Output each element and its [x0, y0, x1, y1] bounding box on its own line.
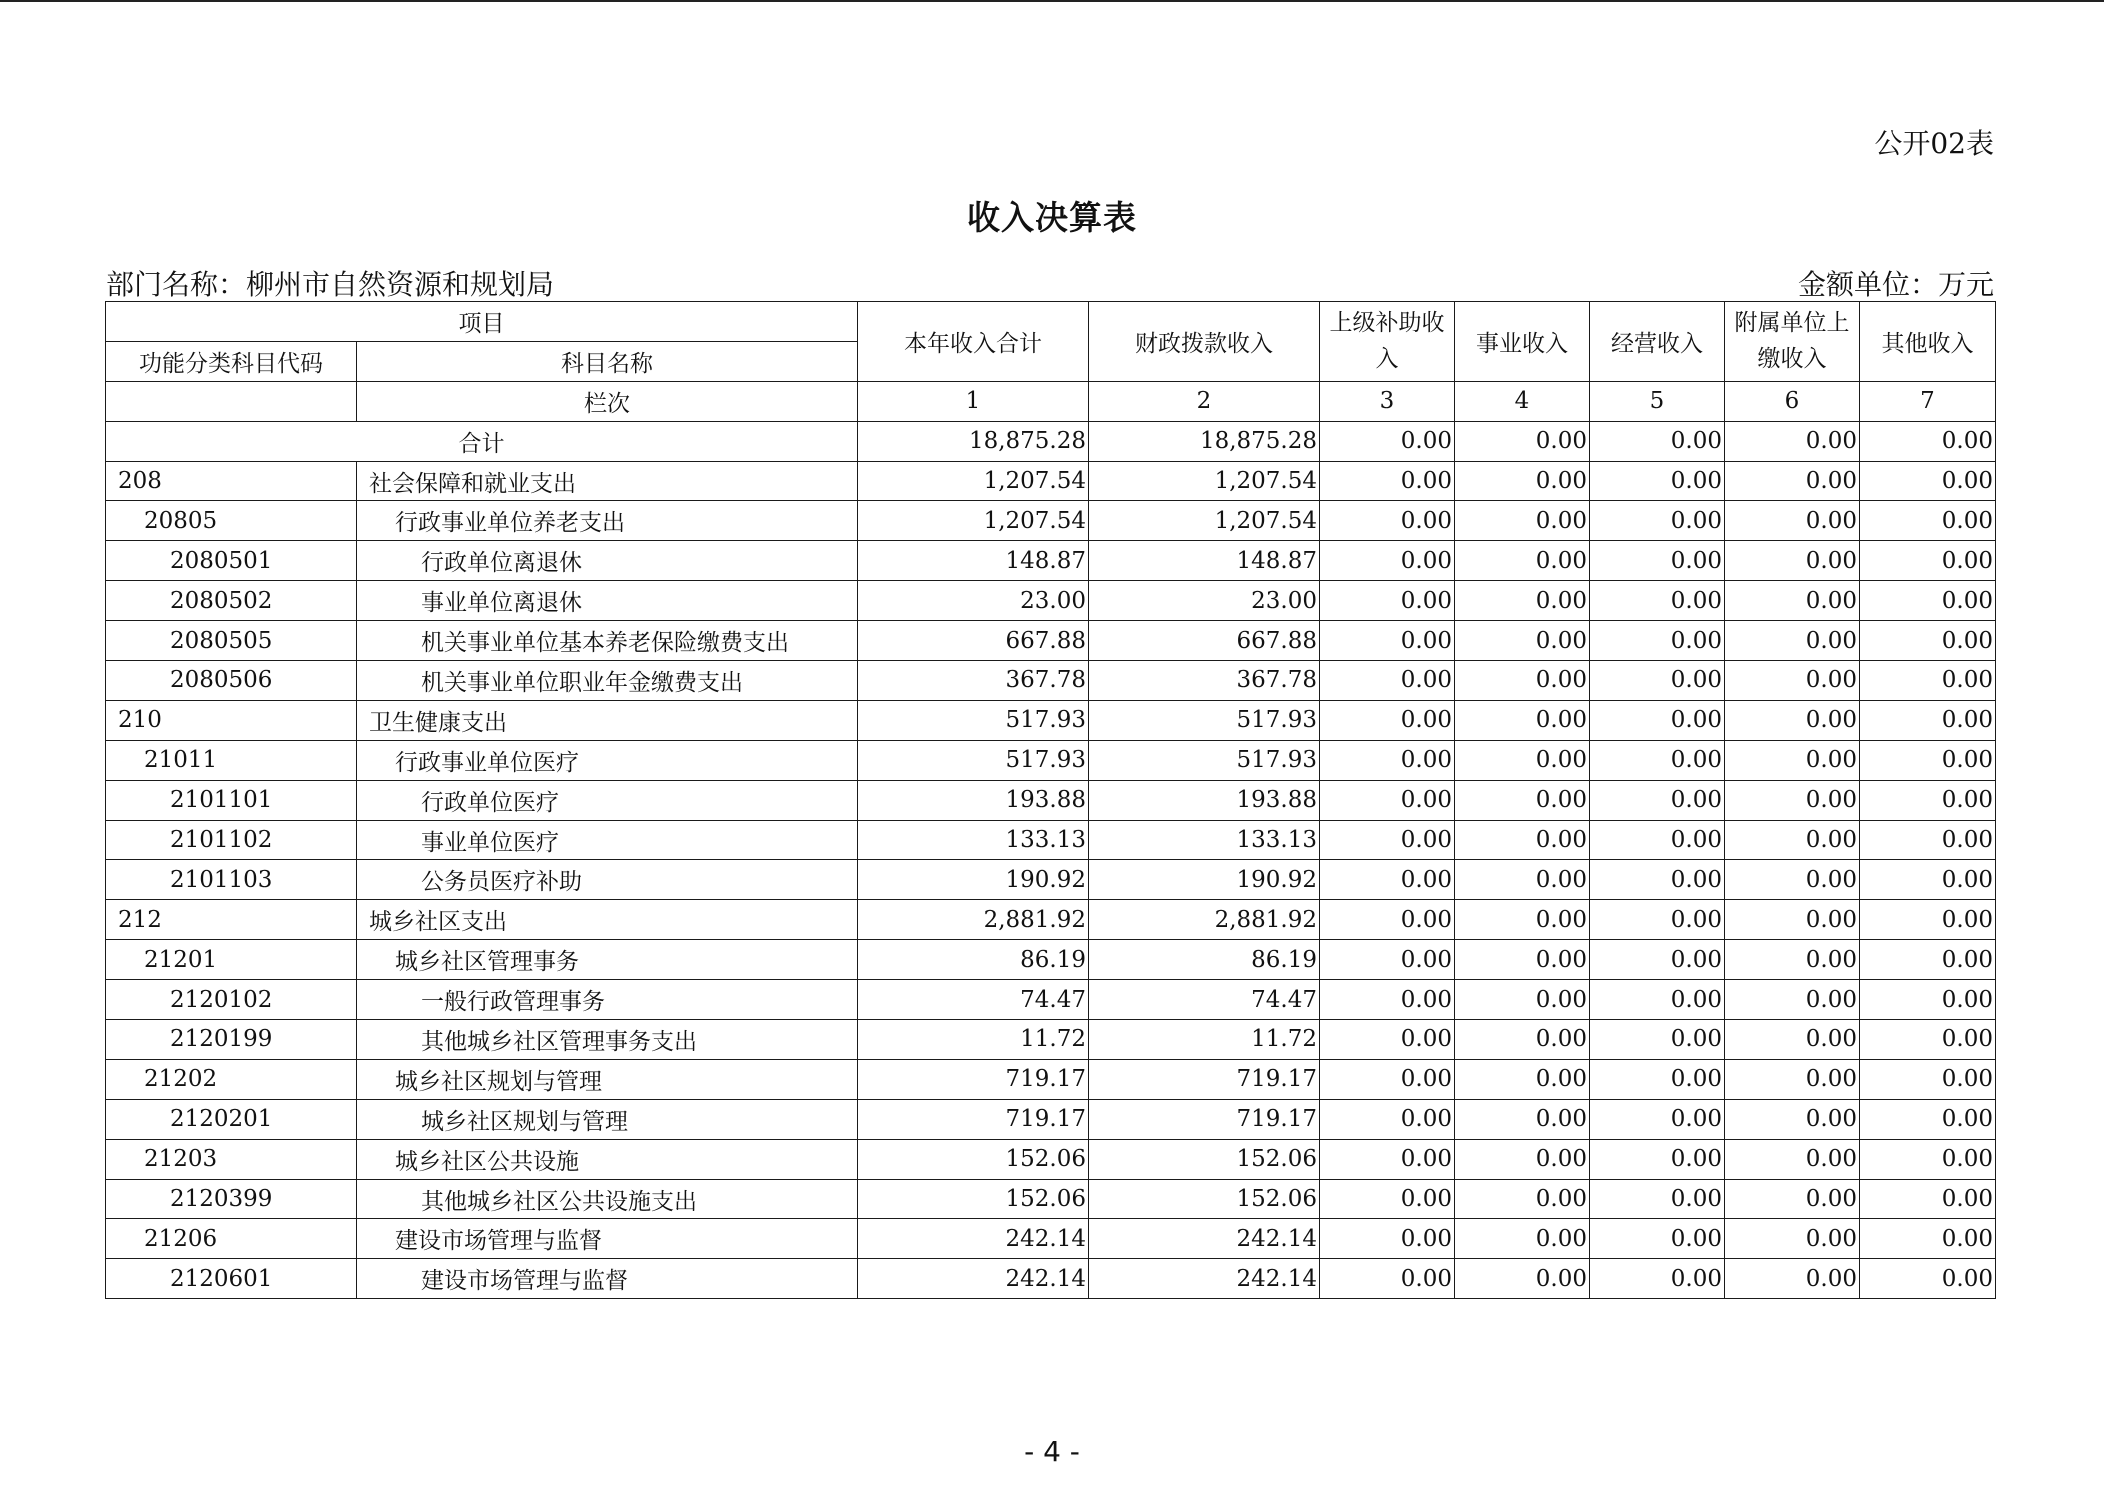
- amount-cell: 242.14: [1089, 1259, 1320, 1299]
- amount-cell: 0.00: [1860, 581, 1996, 621]
- amount-cell: 0.00: [1590, 1259, 1725, 1299]
- amount-cell: 0.00: [1860, 1020, 1996, 1060]
- amount-cell: 0.00: [1725, 980, 1860, 1020]
- amount-cell: 0.00: [1860, 900, 1996, 940]
- table-row: [106, 1259, 1996, 1299]
- amount-cell: 0.00: [1590, 820, 1725, 860]
- top-border-line: [0, 0, 2104, 2]
- amount-cell: 0.00: [1860, 860, 1996, 900]
- amount-cell: 0.00: [1320, 621, 1455, 661]
- amount-cell: 517.93: [1089, 700, 1320, 740]
- amount-cell: 0.00: [1455, 1020, 1590, 1060]
- amount-cell: 0.00: [1455, 461, 1590, 501]
- subject-code: 20805: [106, 501, 357, 541]
- amount-cell: 0.00: [1320, 700, 1455, 740]
- table-row: [106, 700, 1996, 740]
- amount-cell: 667.88: [1089, 621, 1320, 661]
- amount-cell: 0.00: [1860, 780, 1996, 820]
- amount-cell: 0.00: [1590, 740, 1725, 780]
- amount-cell: 0.00: [1590, 1139, 1725, 1179]
- amount-cell: 0.00: [1590, 900, 1725, 940]
- subject-code: 208: [106, 461, 357, 501]
- subject-name: 机关事业单位职业年金缴费支出: [357, 661, 858, 701]
- amount-cell: 193.88: [1089, 780, 1320, 820]
- amount-cell: 86.19: [1089, 940, 1320, 980]
- amount-cell: 0.00: [1455, 1099, 1590, 1139]
- amount-cell: 0.00: [1725, 700, 1860, 740]
- column-index-row: [106, 381, 1996, 421]
- subject-code: 21203: [106, 1139, 357, 1179]
- total-value: 0.00: [1455, 421, 1590, 461]
- amount-cell: 0.00: [1320, 820, 1455, 860]
- amount-cell: 0.00: [1590, 1179, 1725, 1219]
- table-row: [106, 740, 1996, 780]
- amount-cell: 0.00: [1320, 1179, 1455, 1219]
- amount-cell: 0.00: [1590, 501, 1725, 541]
- table-row: [106, 581, 1996, 621]
- amount-cell: 0.00: [1455, 900, 1590, 940]
- amount-cell: 0.00: [1590, 860, 1725, 900]
- subject-code: 2120102: [106, 980, 357, 1020]
- amount-cell: 1,207.54: [1089, 501, 1320, 541]
- amount-cell: 148.87: [858, 541, 1089, 581]
- amount-cell: 0.00: [1320, 1059, 1455, 1099]
- amount-cell: 190.92: [1089, 860, 1320, 900]
- amount-cell: 0.00: [1725, 780, 1860, 820]
- subject-name: 行政单位离退休: [357, 541, 858, 581]
- amount-cell: 86.19: [858, 940, 1089, 980]
- header-business: 事业收入: [1455, 302, 1590, 382]
- subject-name: 机关事业单位基本养老保险缴费支出: [357, 621, 858, 661]
- amount-cell: 0.00: [1320, 541, 1455, 581]
- amount-cell: 0.00: [1455, 1059, 1590, 1099]
- amount-cell: 74.47: [1089, 980, 1320, 1020]
- amount-cell: 0.00: [1725, 461, 1860, 501]
- amount-cell: 0.00: [1860, 1099, 1996, 1139]
- table-row: [106, 1099, 1996, 1139]
- amount-cell: 0.00: [1860, 501, 1996, 541]
- amount-cell: 0.00: [1455, 940, 1590, 980]
- amount-cell: 0.00: [1320, 780, 1455, 820]
- amount-cell: 0.00: [1320, 661, 1455, 701]
- header-other: 其他收入: [1860, 302, 1996, 382]
- amount-cell: 133.13: [1089, 820, 1320, 860]
- amount-cell: 0.00: [1725, 1139, 1860, 1179]
- amount-cell: 0.00: [1860, 1139, 1996, 1179]
- column-number: 5: [1590, 381, 1725, 421]
- header-superior: 上级补助收 入: [1320, 302, 1455, 382]
- amount-cell: 0.00: [1320, 740, 1455, 780]
- amount-cell: 0.00: [1725, 900, 1860, 940]
- amount-cell: 0.00: [1590, 661, 1725, 701]
- amount-cell: 23.00: [858, 581, 1089, 621]
- amount-cell: 0.00: [1320, 1099, 1455, 1139]
- amount-cell: 0.00: [1320, 980, 1455, 1020]
- amount-cell: 0.00: [1590, 1059, 1725, 1099]
- amount-cell: 0.00: [1860, 820, 1996, 860]
- table-row: [106, 1179, 1996, 1219]
- total-row: [106, 421, 1996, 461]
- amount-cell: 1,207.54: [858, 501, 1089, 541]
- table-row: [106, 621, 1996, 661]
- amount-cell: 0.00: [1860, 700, 1996, 740]
- table-row: [106, 900, 1996, 940]
- subject-code: 21206: [106, 1219, 357, 1259]
- amount-cell: 0.00: [1590, 940, 1725, 980]
- amount-cell: 0.00: [1725, 541, 1860, 581]
- table-row: [106, 1139, 1996, 1179]
- amount-cell: 0.00: [1860, 621, 1996, 661]
- page-title: 收入决算表: [967, 198, 1137, 237]
- header-fiscal: 财政拨款收入: [1089, 302, 1320, 382]
- header-operating: 经营收入: [1590, 302, 1725, 382]
- amount-cell: 0.00: [1590, 621, 1725, 661]
- amount-cell: 0.00: [1590, 541, 1725, 581]
- subject-code: 21202: [106, 1059, 357, 1099]
- subject-name: 行政单位医疗: [357, 780, 858, 820]
- amount-cell: 152.06: [858, 1179, 1089, 1219]
- amount-cell: 0.00: [1455, 1259, 1590, 1299]
- subject-name: 事业单位离退休: [357, 581, 858, 621]
- subject-code: 2120399: [106, 1179, 357, 1219]
- table-row: [106, 541, 1996, 581]
- amount-cell: 0.00: [1455, 780, 1590, 820]
- subject-name: 其他城乡社区公共设施支出: [357, 1179, 858, 1219]
- amount-cell: 0.00: [1860, 1179, 1996, 1219]
- amount-cell: 0.00: [1455, 621, 1590, 661]
- subject-name: 行政事业单位医疗: [357, 740, 858, 780]
- income-report-table: [105, 301, 1996, 1299]
- amount-cell: 0.00: [1320, 501, 1455, 541]
- page-number: - 4 -: [1024, 1435, 1080, 1468]
- subject-code: 2101102: [106, 820, 357, 860]
- amount-cell: 0.00: [1860, 940, 1996, 980]
- subject-code: 2080506: [106, 661, 357, 701]
- table-row: [106, 780, 1996, 820]
- amount-cell: 0.00: [1725, 1219, 1860, 1259]
- total-value: 18,875.28: [1089, 421, 1320, 461]
- total-value: 0.00: [1860, 421, 1996, 461]
- table-row: [106, 1020, 1996, 1060]
- amount-cell: 0.00: [1860, 1059, 1996, 1099]
- header-name: 科目名称: [357, 341, 858, 381]
- amount-cell: 0.00: [1455, 740, 1590, 780]
- department-name: 部门名称：柳州市自然资源和规划局: [106, 268, 555, 301]
- amount-cell: 193.88: [858, 780, 1089, 820]
- amount-cell: 0.00: [1455, 980, 1590, 1020]
- amount-cell: 0.00: [1455, 860, 1590, 900]
- amount-cell: 0.00: [1860, 461, 1996, 501]
- subject-code: 2080502: [106, 581, 357, 621]
- amount-cell: 74.47: [858, 980, 1089, 1020]
- amount-cell: 0.00: [1320, 1259, 1455, 1299]
- amount-cell: 517.93: [858, 740, 1089, 780]
- amount-cell: 0.00: [1320, 1139, 1455, 1179]
- amount-cell: 0.00: [1725, 621, 1860, 661]
- subject-name: 城乡社区规划与管理: [357, 1099, 858, 1139]
- subject-code: 2120199: [106, 1020, 357, 1060]
- amount-cell: 190.92: [858, 860, 1089, 900]
- amount-cell: 11.72: [858, 1020, 1089, 1060]
- total-value: 0.00: [1320, 421, 1455, 461]
- amount-cell: 0.00: [1725, 661, 1860, 701]
- table-row: [106, 461, 1996, 501]
- amount-cell: 0.00: [1590, 980, 1725, 1020]
- amount-cell: 242.14: [858, 1259, 1089, 1299]
- subject-name: 建设市场管理与监督: [357, 1259, 858, 1299]
- amount-cell: 0.00: [1725, 501, 1860, 541]
- amount-cell: 719.17: [1089, 1099, 1320, 1139]
- amount-cell: 0.00: [1725, 1020, 1860, 1060]
- subject-name: 城乡社区公共设施: [357, 1139, 858, 1179]
- header-total-income: 本年收入合计: [858, 302, 1089, 382]
- amount-cell: 0.00: [1725, 1099, 1860, 1139]
- amount-cell: 0.00: [1860, 1219, 1996, 1259]
- column-index-label: 栏次: [357, 381, 858, 421]
- amount-cell: 2,881.92: [1089, 900, 1320, 940]
- amount-cell: 1,207.54: [1089, 461, 1320, 501]
- amount-cell: 0.00: [1320, 940, 1455, 980]
- subject-code: 21201: [106, 940, 357, 980]
- amount-cell: 0.00: [1725, 1179, 1860, 1219]
- total-value: 0.00: [1725, 421, 1860, 461]
- amount-cell: 0.00: [1455, 1179, 1590, 1219]
- amount-unit: 金额单位：万元: [1797, 268, 1994, 301]
- amount-cell: 667.88: [858, 621, 1089, 661]
- amount-cell: 0.00: [1455, 581, 1590, 621]
- amount-cell: 242.14: [858, 1219, 1089, 1259]
- amount-cell: 0.00: [1455, 501, 1590, 541]
- table-row: [106, 1219, 1996, 1259]
- amount-cell: 0.00: [1590, 780, 1725, 820]
- amount-cell: 0.00: [1860, 1259, 1996, 1299]
- subject-name: 一般行政管理事务: [357, 980, 858, 1020]
- amount-cell: 133.13: [858, 820, 1089, 860]
- total-value: 0.00: [1590, 421, 1725, 461]
- amount-cell: 0.00: [1590, 1099, 1725, 1139]
- amount-cell: 0.00: [1320, 1219, 1455, 1259]
- amount-cell: 0.00: [1725, 860, 1860, 900]
- amount-cell: 0.00: [1725, 581, 1860, 621]
- subject-name: 城乡社区规划与管理: [357, 1059, 858, 1099]
- amount-cell: 517.93: [858, 700, 1089, 740]
- amount-cell: 1,207.54: [858, 461, 1089, 501]
- amount-cell: 0.00: [1590, 700, 1725, 740]
- amount-cell: 152.06: [1089, 1179, 1320, 1219]
- subject-name: 建设市场管理与监督: [357, 1219, 858, 1259]
- total-value: 18,875.28: [858, 421, 1089, 461]
- subject-code: 2101103: [106, 860, 357, 900]
- subject-name: 卫生健康支出: [357, 700, 858, 740]
- amount-cell: 0.00: [1320, 581, 1455, 621]
- subject-code: 2080505: [106, 621, 357, 661]
- amount-cell: 0.00: [1320, 900, 1455, 940]
- table-row: [106, 1059, 1996, 1099]
- amount-cell: 11.72: [1089, 1020, 1320, 1060]
- subject-name: 其他城乡社区管理事务支出: [357, 1020, 858, 1060]
- amount-cell: 0.00: [1455, 1219, 1590, 1259]
- amount-cell: 0.00: [1590, 1020, 1725, 1060]
- column-number: 2: [1089, 381, 1320, 421]
- subject-code: 2080501: [106, 541, 357, 581]
- amount-cell: 0.00: [1455, 820, 1590, 860]
- amount-cell: 0.00: [1455, 541, 1590, 581]
- subject-code: 212: [106, 900, 357, 940]
- amount-cell: 367.78: [1089, 661, 1320, 701]
- amount-cell: 0.00: [1860, 740, 1996, 780]
- amount-cell: 0.00: [1320, 461, 1455, 501]
- header-row-1: [106, 302, 1996, 342]
- amount-cell: 719.17: [858, 1059, 1089, 1099]
- header-affiliated: 附属单位上 缴收入: [1725, 302, 1860, 382]
- subject-code: 2101101: [106, 780, 357, 820]
- amount-cell: 0.00: [1455, 700, 1590, 740]
- column-number: 3: [1320, 381, 1455, 421]
- amount-cell: 0.00: [1590, 461, 1725, 501]
- amount-cell: 0.00: [1725, 940, 1860, 980]
- subject-name: 公务员医疗补助: [357, 860, 858, 900]
- header-code: 功能分类科目代码: [106, 341, 357, 381]
- table-row: [106, 501, 1996, 541]
- column-number: 6: [1725, 381, 1860, 421]
- table-row: [106, 940, 1996, 980]
- amount-cell: 152.06: [858, 1139, 1089, 1179]
- amount-cell: 23.00: [1089, 581, 1320, 621]
- subject-name: 社会保障和就业支出: [357, 461, 858, 501]
- amount-cell: 148.87: [1089, 541, 1320, 581]
- amount-cell: 517.93: [1089, 740, 1320, 780]
- amount-cell: 152.06: [1089, 1139, 1320, 1179]
- amount-cell: 0.00: [1725, 740, 1860, 780]
- amount-cell: 0.00: [1320, 1020, 1455, 1060]
- table-row: [106, 860, 1996, 900]
- amount-cell: 2,881.92: [858, 900, 1089, 940]
- subject-name: 城乡社区管理事务: [357, 940, 858, 980]
- amount-cell: 0.00: [1590, 1219, 1725, 1259]
- column-index-empty: [106, 381, 357, 421]
- amount-cell: 0.00: [1455, 661, 1590, 701]
- table-row: [106, 980, 1996, 1020]
- amount-cell: 367.78: [858, 661, 1089, 701]
- subject-name: 行政事业单位养老支出: [357, 501, 858, 541]
- table-row: [106, 820, 1996, 860]
- amount-cell: 0.00: [1590, 581, 1725, 621]
- amount-cell: 0.00: [1725, 1259, 1860, 1299]
- amount-cell: 0.00: [1725, 1059, 1860, 1099]
- amount-cell: 242.14: [1089, 1219, 1320, 1259]
- column-number: 1: [858, 381, 1089, 421]
- subject-code: 21011: [106, 740, 357, 780]
- subject-code: 210: [106, 700, 357, 740]
- total-label: 合计: [106, 421, 858, 461]
- amount-cell: 719.17: [858, 1099, 1089, 1139]
- amount-cell: 0.00: [1860, 541, 1996, 581]
- subject-name: 事业单位医疗: [357, 820, 858, 860]
- header-project: 项目: [106, 302, 858, 342]
- amount-cell: 0.00: [1455, 1139, 1590, 1179]
- subject-code: 2120201: [106, 1099, 357, 1139]
- table-id: 公开02表: [1874, 127, 1994, 160]
- amount-cell: 0.00: [1860, 980, 1996, 1020]
- amount-cell: 719.17: [1089, 1059, 1320, 1099]
- column-number: 4: [1455, 381, 1590, 421]
- table-row: [106, 661, 1996, 701]
- amount-cell: 0.00: [1725, 820, 1860, 860]
- amount-cell: 0.00: [1320, 860, 1455, 900]
- amount-cell: 0.00: [1860, 661, 1996, 701]
- column-number: 7: [1860, 381, 1996, 421]
- subject-code: 2120601: [106, 1259, 357, 1299]
- subject-name: 城乡社区支出: [357, 900, 858, 940]
